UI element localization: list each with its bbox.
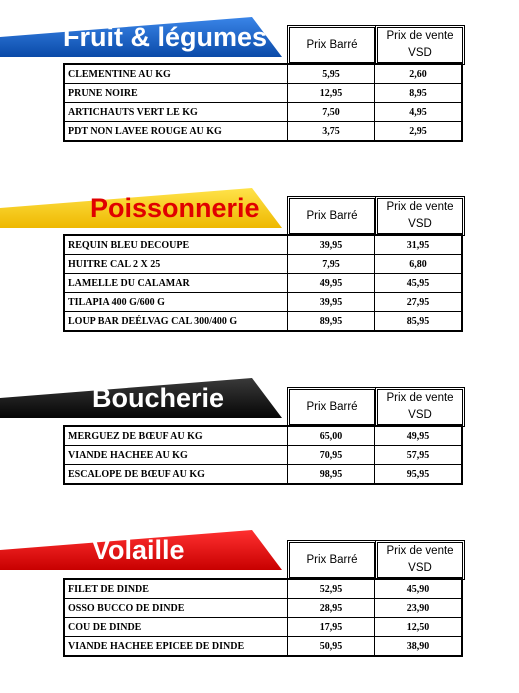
section-banner (0, 530, 285, 570)
price-table (63, 63, 463, 142)
table-row: OSSO BUCCO DE DINDE 28,95 23,90 (65, 599, 461, 617)
table-row: VIANDE HACHEE EPICEE DE DINDE 50,95 38,90 (65, 637, 461, 655)
table-row: TILAPIA 400 G/600 G 39,95 27,95 (65, 293, 461, 311)
table-row: FILET DE DINDE 52,95 45,90 (65, 580, 461, 598)
table-row: LOUP BAR DEÉLVAG CAL 300/400 G 89,95 85,95 (65, 312, 461, 330)
table-row: LAMELLE DU CALAMAR 49,95 45,95 (65, 274, 461, 292)
table-row: ARTICHAUTS VERT LE KG 7,50 4,95 (65, 103, 461, 121)
table-row: VIANDE HACHEE AU KG 70,95 57,95 (65, 446, 461, 464)
price-table (63, 578, 463, 657)
section-title: Fruit & légumes (63, 22, 268, 52)
table-row: REQUIN BLEU DECOUPE 39,95 31,95 (65, 236, 461, 254)
header-prix-vente: Prix de vente VSD (377, 542, 463, 578)
header-prix-barre: Prix Barré (289, 27, 375, 63)
section-title: Boucherie (92, 383, 225, 413)
section-title: Volaille (92, 535, 185, 565)
header-prix-barre: Prix Barré (289, 542, 375, 578)
table-row: CLEMENTINE AU KG 5,95 2,60 (65, 65, 461, 83)
price-table (63, 234, 463, 332)
table-row: MERGUEZ DE BŒUF AU KG 65,00 49,95 (65, 427, 461, 445)
section-banner (0, 188, 285, 228)
table-row: COU DE DINDE 17,95 12,50 (65, 618, 461, 636)
header-prix-vente: Prix de vente VSD (377, 27, 463, 63)
header-prix-barre: Prix Barré (289, 198, 375, 234)
section-title: Poissonnerie (90, 193, 260, 223)
table-row: PRUNE NOIRE 12,95 8,95 (65, 84, 461, 102)
section-banner (0, 17, 285, 57)
header-prix-vente: Prix de vente VSD (377, 198, 463, 234)
header-prix-vente: Prix de vente VSD (377, 389, 463, 425)
section-banner (0, 378, 285, 418)
header-prix-barre: Prix Barré (289, 389, 375, 425)
table-row: HUITRE CAL 2 X 25 7,95 6,80 (65, 255, 461, 273)
table-row: ESCALOPE DE BŒUF AU KG 98,95 95,95 (65, 465, 461, 483)
price-table (63, 425, 463, 485)
table-row: PDT NON LAVEE ROUGE AU KG 3,75 2,95 (65, 122, 461, 140)
